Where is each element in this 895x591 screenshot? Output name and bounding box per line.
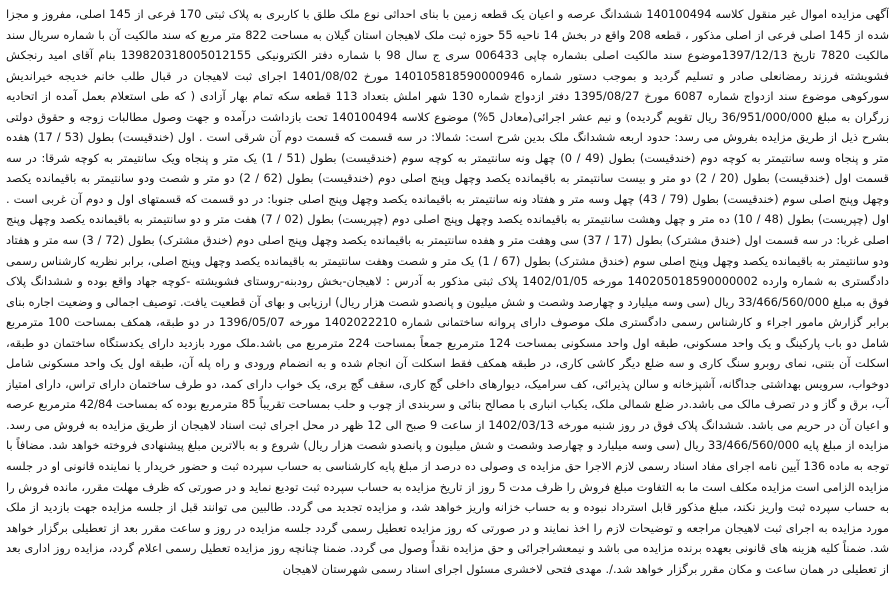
auction-notice-text: آگهی مزایده اموال غیر منقول کلاسه 140100494 ششدانگ عرصه و اعیان یک قطعه زمین با بنای احداثی نوع ملک طلق با کاربری به پلاک ثبتی 170 فرعی از 145 اصلی، مفروز و مجزا شده از 145 اصلی فرعی از اصلی مذکور ، قطعه 208 واقع در بخش 14 ناحیه 55 حوزه ثبت ملک لاهیجان استان گیلان به مساحت 822 متر مربع که سند مالکیت آن با شماره سریال سند مالکیت 7820 تاریخ 1397/12/13موضوع سند مالکیت اصلی بشماره چاپی 006433 سری ج سال 98 با شماره دفتر الکترونیکی 139820318005012155 بنام آقای امید رنجکش فشویشته فرزند رمضانعلی صادر و تسلیم گردید و بموجب دستور شماره 140105818590000946 مورخ 1401/08/02 اجرای ثبت لاهیجان در قبال طلب خانم خدیجه خیراندیش سورکوهی موضوع سند ازدواج شماره 6087 مورخ 1395/08/27 دفتر ازدواج شماره 130 شهر املش بتعداد 113 قطعه سکه تمام بهار آزادی ( که طی استعلام بعمل آمده از اتحادیه زرگران به مبلغ 36/951/000/000 ریال تقویم گردیده) و نیم عشر اجرائی(معادل 5%) موضوع کلاسه 140100494 تحت بازداشت درآمده و جهت وصول مطالبات زوجه و حقوق دولتی بشرح ذیل از طریق مزایده بفروش می رسد: حدود اربعه ششدانگ ملک بدین شرح است: شمالا: در سه قسمت که قسمت دوم آن شرقی است . اول (خندقیست) بطول (53 / 17) هفده متر و پنجاه وسه سانتیمتر به کوچه دوم (خندقیست) بطول (49 / 0) چهل ونه سانتیمتر به کوچه سوم (خندقیست) بطول (51 / 1) یک متر و پنجاه ویک سانتیمتر به کوچه شرقا: در سه قسمت اول (خندقیست) بطول (20 / 2) دو متر و بیست سانتیمتر به باقیمانده یکصد وچهل وپنج اصلی دوم (خندقیست) بطول (62 / 2) دو متر و شصت ودو سانتیمتر به باقیمانده یکصد وچهل وپنج اصلی سوم (خندقیست) بطول (79 / 43) چهل وسه متر و هفتاد ونه سانتیمتر به باقیمانده یکصد وچهل وپنج اصلی جنوبا: در دو قسمت که قسمتهای اول و دوم آن غربی است . اول (چپریست) بطول (48 / 10) ده متر و چهل وهشت سانتیمتر به باقیمانده یکصد وچهل وپنج اصلی دوم (چپریست) بطول (02 / 7) هفت متر و دو سانتیمتر به باقیمانده یکصد وچهل وپنج اصلی غربا: در سه قسمت اول (خندق مشترک) بطول (17 / 37) سی وهفت متر و هفده سانتیمتر به باقیمانده یکصد وچهل وپنج اصلی دوم (خندق مشترک) بطول (72 / 3) سه متر و هفتاد ودو سانتیمتر به باقیمانده یکصد وچهل وپنج اصلی سوم (خندق مشترک) بطول (67 / 1) یک متر و شصت وهفت سانتیمتر به باقیمانده یکصد وچهل وپنج اصلی، برابر نظریه کارشناس رسمی دادگستری به شماره وارده 140205018590000002 مورخه 1402/01/05 پلاک ثبتی مذکور به آدرس : لاهیجان-بخش رودبنه-روستای فشویشته -کوچه جهاد واقع بوده و ششدانگ پلاک فوق به مبلغ 33/466/560/000 ریال (سی وسه میلیارد و چهارصد وشصت و شش میلیون و پانصدو شصت هزار ریال) ارزیابی و بهای آن قطعیت یافت. توصیف اجمالی و وضعیت اجاره بنای برابر گزارش مامور اجراء و کارشناس رسمی دادگستری ملک موصوف دارای پروانه ساختمانی شماره 1402022210 مورخه 1396/05/07 در دو طبقه، همکف بمساحت 100 مترمربع شامل دو باب پارکینگ و یک واحد مسکونی، طبقه اول واحد مسکونی بمساحت 124 مترمربع جمعاً بمساحت 224 مترمربع می باشد.ملک مورد بازدید دارای یکدستگاه ساختمان دو طبقه، اسکلت آن بتنی، نمای روبرو سنگ کاری و سه ضلع دیگر کاشی کاری، در طبقه همکف فقط اسکلت آن انجام شده و به انضمام ورودی و راه پله آن، طبقه اول یک واحد مسکونی شامل دوخواب، سرویس بهداشتی جداگانه، آشپزخانه و سالن پذیرائی، کف سرامیک، دیوارهای داخلی گچ کاری، سقف گچ بری، یک خواب دارای کمد، دو طرف ساختمان دارای تراس، دارای امتیاز آب، برق و گاز و در تصرف مالک می باشد.در ضلع شمالی ملک، یکباب انباری با مصالح بنائی و سربندی از چوب و حلب بمساحت تقریباً 85 مترمربع بوده که بمساحت 42/84 مترمربع عرصه و اعیان آن در حریم می باشد. ششدانگ پلاک فوق در روز شنبه مورخه 1402/03/13 از ساعت 9 صبح الی 12 ظهر در محل اجرای ثبت اسناد لاهیجان از طریق مزایده به فروش می رسد. مزایده از مبلغ پایه 33/466/560/000 ریال (سی وسه میلیارد و چهارصد وشصت و شش میلیون و پانصدو شصت هزار ریال) شروع و به بالاترین مبلغ پیشنهادی فروخته خواهد شد. مضافاً با توجه به ماده 136 آیین نامه اجرای مفاد اسناد رسمی لازم الاجرا حق مزایده ی وصولی ده درصد از مبلغ پایه کارشناسی به حساب سپرده ثبت و حضور خریدار یا نماینده قانونی او در جلسه مزایده الزامی است مزایده مکلف است ما به التفاوت مبلغ فروش را ظرف مدت 5 روز از تاریخ مزایده به حساب سپرده ثبت تودیع نماید و در صورتی که ظرف مهلت مقرر، مانده فروش را به حساب سپرده ثبت واریز نکند، مبلغ مذکور قابل استرداد نبوده و به حساب خزانه واریز خواهد شد، و مزایده تجدید می گردد. طالبین می توانند قبل از جلسه مزایده جهت بازدید از ملک مورد مزایده به اجرای ثبت لاهیجان مراجعه و توضیحات لازم را اخذ نمایند و در صورتی که روز مزایده تعطیل رسمی گردد جلسه مزایده در روز و ساعت مقرر بعد از تعطیلی برگزار خواهد شد. ضمناً کلیه هزینه های قانونی بعهده برنده مزایده می باشد و نیمعشراجرائی و حق مزایده نقداً وصول می گردد. ضمنا چنانچه روز مزایده تعطیل رسمی اعلام گردد، مزایده روز اداری بعد از تعطیلی در همان ساعت و مکان مقرر برگزار خواهد شد./. مهدی فتحی لاخشری مسئول اجرای اسناد رسمی شهرستان لاهیجان (6, 7, 889, 576)
